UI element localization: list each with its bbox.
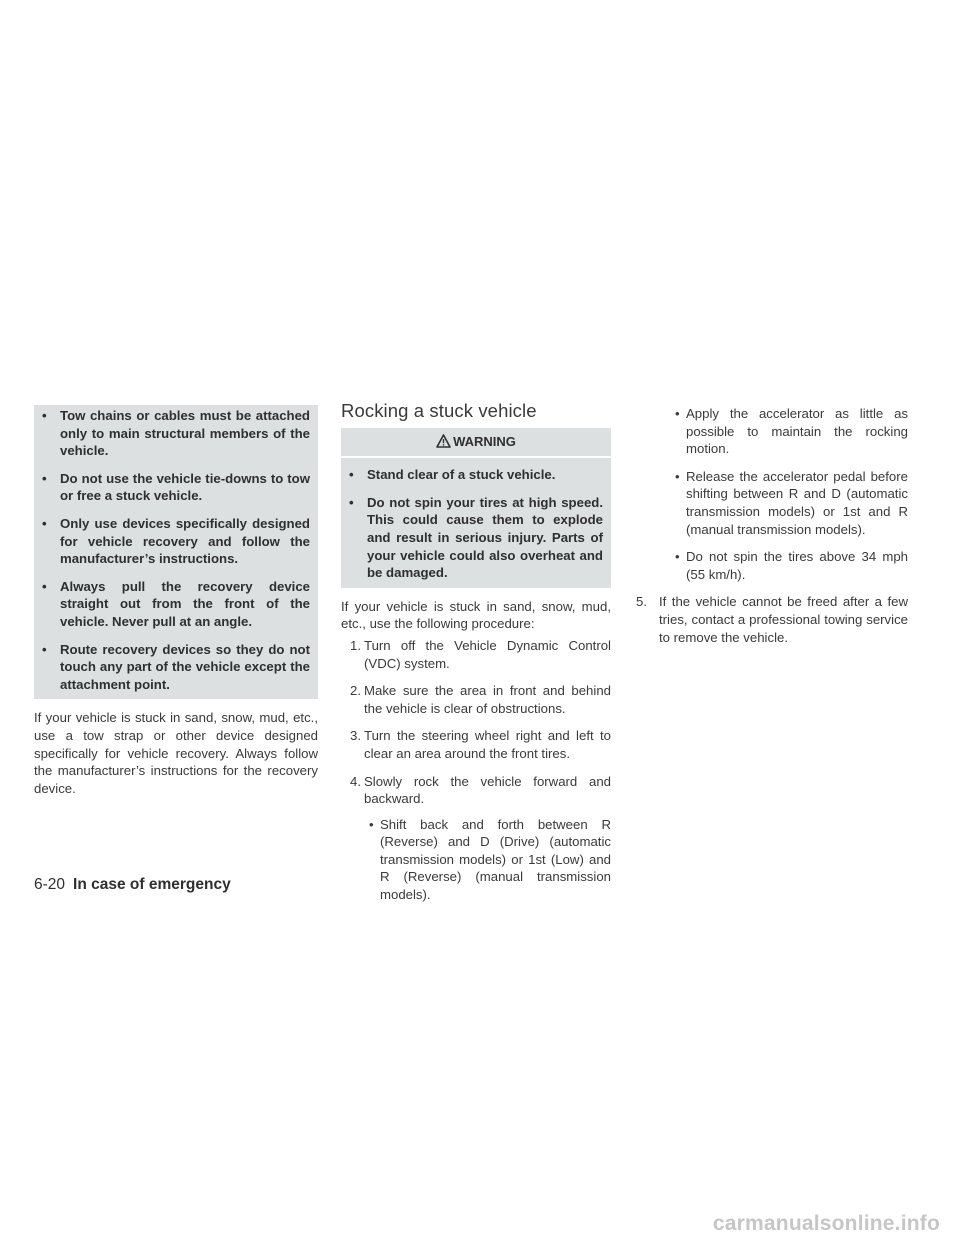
sub-item: • Release the accelerator pedal before shifting between R and D (automatic transmission models) or 1st and R (manual transmission models). <box>675 468 908 537</box>
warning-header <box>341 430 611 459</box>
warning-item: • Stand clear of a stuck vehicle. <box>349 467 556 483</box>
page-footer <box>34 876 231 894</box>
procedure-intro: If your vehicle is stuck in sand, snow, mud, etc., use the following procedure: <box>341 598 611 632</box>
caution-item: • Do not use the vehicle tie-downs to tow or free a stuck vehicle. <box>42 470 310 504</box>
step-item: 2. Make sure the area in front and behind the vehicle is clear of obstructions. <box>350 683 611 716</box>
caution-box <box>34 405 318 699</box>
bullet: • <box>42 408 47 423</box>
step-4-sublist-continued <box>670 405 908 583</box>
recovery-paragraph: If your vehicle is stuck in sand, snow, mud, etc., use a tow strap or other device designed specifically for vehicle recovery. Always follow the manufacturer’s instructions for the recovery device. <box>34 710 318 796</box>
watermark: carmanualsonline.info <box>712 1212 940 1235</box>
step-item: 4. Slowly rock the vehicle forward and backward. • Shift back and forth between R (Reverse) and D (Drive) (automatic transmission models) or 1st (Low) and R (Reverse) (manual transmission models). <box>350 773 611 903</box>
bullet: • <box>675 549 680 565</box>
step-item: 5. If the vehicle cannot be freed after a few tries, contact a professional towing service to remove the vehicle. <box>636 594 908 645</box>
section-name: In case of emergency <box>73 876 231 893</box>
bullet: • <box>42 515 47 531</box>
caution-item: • Only use devices specifically designed for vehicle recovery and follow the manufacturer’s instructions. <box>42 515 310 567</box>
sub-item: • Do not spin the tires above 34 mph (55 km/h). <box>675 549 908 582</box>
step-item: 1. Turn off the Vehicle Dynamic Control (VDC) system. <box>350 637 611 671</box>
step-4-sublist <box>364 816 611 904</box>
warning-label: WARNING <box>453 433 516 449</box>
bullet: • <box>349 494 354 510</box>
warning-triangle-icon <box>436 434 451 453</box>
bullet: • <box>42 470 47 486</box>
step-item: 3. Turn the steering wheel right and left to clear an area around the front tires. <box>350 728 611 761</box>
bullet: • <box>349 467 354 483</box>
procedure-steps-continued <box>636 593 908 646</box>
warning-item: • Do not spin your tires at high speed. This could cause them to explode and result in serious injury. Parts of your vehicle could also overheat and be damaged. <box>349 494 603 581</box>
procedure-steps <box>341 637 611 904</box>
bullet: • <box>675 406 680 421</box>
bullet: • <box>42 578 47 594</box>
page-number: 6-20 <box>34 876 66 893</box>
caution-item: • Route recovery devices so they do not touch any part of the vehicle except the attachment point. <box>42 641 310 692</box>
sub-item: • Apply the accelerator as little as possible to maintain the rocking motion. <box>675 406 908 457</box>
bullet: • <box>42 641 47 657</box>
caution-list <box>42 407 310 693</box>
warning-list <box>349 466 603 582</box>
warning-box <box>341 428 611 588</box>
left-column <box>34 405 318 797</box>
sub-item: • Shift back and forth between R (Reverse) and D (Drive) (automatic transmission models) or 1st (Low) and R (Reverse) (manual transmission models). <box>369 816 611 903</box>
caution-item: • Tow chains or cables must be attached only to main structural members of the vehicle. <box>42 408 310 459</box>
section-title: Rocking a stuck vehicle <box>341 400 537 421</box>
bullet: • <box>675 468 680 484</box>
caution-item: • Always pull the recovery device straight out from the front of the vehicle. Never pull at an angle. <box>42 578 310 629</box>
bullet: • <box>369 816 374 832</box>
middle-column <box>341 402 611 914</box>
right-column <box>636 405 908 656</box>
